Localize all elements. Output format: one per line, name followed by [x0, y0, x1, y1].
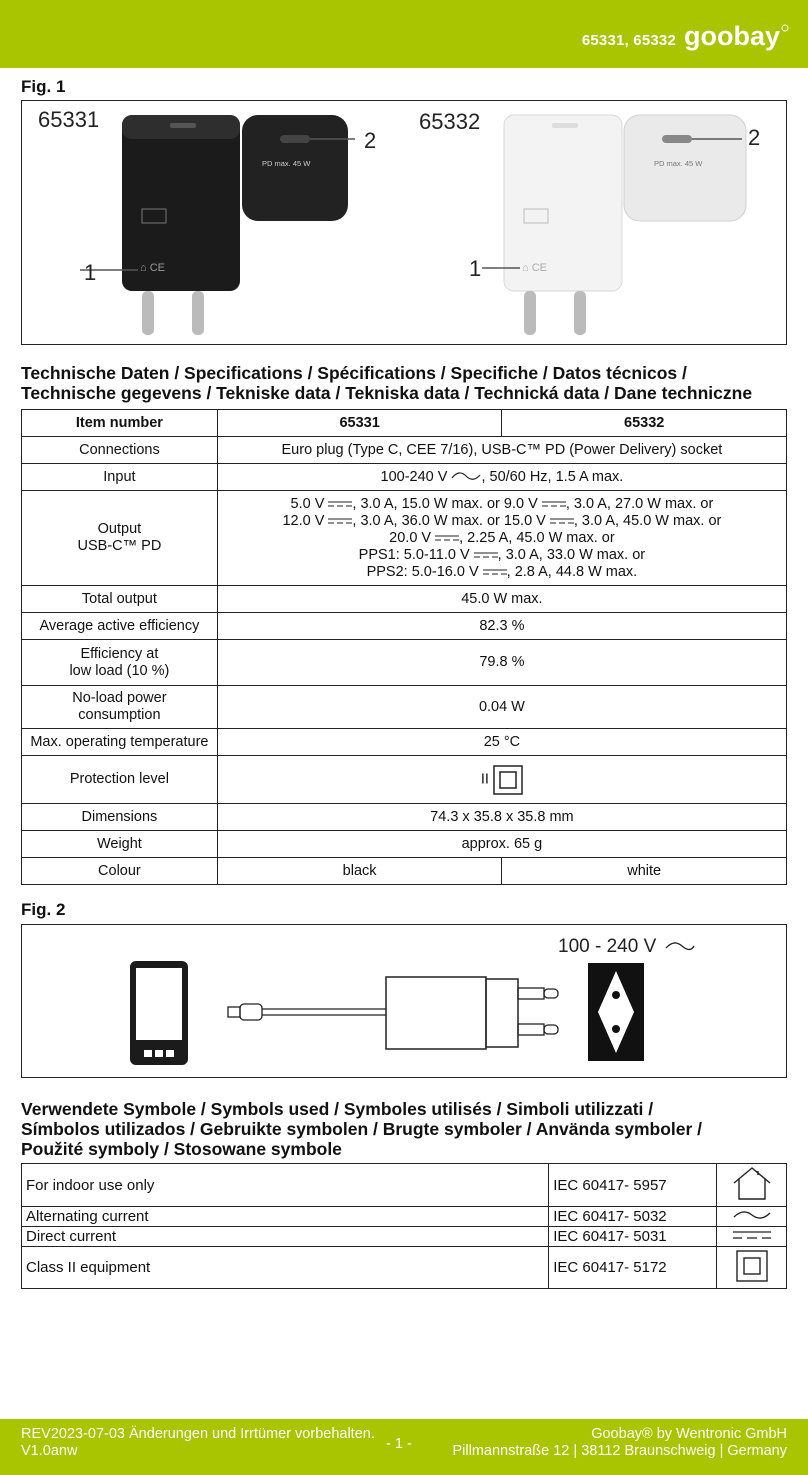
footer-revision: REV2023-07-03 Änderungen und Irrtümer vorbehalten. — [21, 1426, 375, 1442]
symbols-title-line3: Použité symboly / Stosowane symbole — [21, 1139, 342, 1159]
output-l1b: , 3.0 A, 15.0 W max. or 9.0 V — [352, 495, 538, 512]
table-row — [22, 586, 787, 613]
input-frequency: , 50/60 Hz, 1.5 A max. — [481, 468, 624, 485]
header-model-b: 65332 — [502, 410, 787, 437]
output-label-2: USB-C™ PD — [77, 538, 162, 554]
header-model-a: 65331 — [217, 410, 502, 437]
output-value — [217, 491, 786, 586]
table-row — [22, 613, 787, 640]
symbols-title — [21, 1099, 702, 1159]
dimensions-value: 74.3 x 35.8 x 35.8 mm — [217, 804, 786, 831]
ac-icon — [730, 1209, 774, 1221]
no-load-label-1: No-load power — [72, 690, 167, 706]
dc-icon — [435, 534, 459, 542]
table-row — [22, 1227, 787, 1247]
fig2-frame — [21, 924, 787, 1078]
ac-icon — [451, 471, 481, 481]
specs-title — [21, 363, 752, 403]
model-65332-label: 65332 — [419, 109, 481, 134]
output-l3a: 20.0 V — [389, 529, 432, 546]
max-temp-value: 25 °C — [217, 729, 786, 756]
table-row — [22, 464, 787, 491]
symbol-standard: IEC 60417- 5957 — [549, 1164, 717, 1207]
output-label — [22, 491, 218, 586]
weight-label: Weight — [22, 831, 218, 858]
table-row — [22, 640, 787, 686]
symbol-cell — [717, 1227, 787, 1247]
total-output-value: 45.0 W max. — [217, 586, 786, 613]
smartphone-icon — [130, 961, 188, 1065]
symbols-table — [21, 1163, 787, 1289]
input-label: Input — [22, 464, 218, 491]
output-l2b: , 3.0 A, 36.0 W max. or 15.0 V — [352, 512, 546, 529]
spec-table — [21, 409, 787, 885]
header-item: Item number — [22, 410, 218, 437]
port-label-black: PD max. 45 W — [262, 159, 311, 168]
table-row — [22, 410, 787, 437]
specs-title-line2: Technische gegevens / Tekniske data / Tekniska data / Technická data / Dane techniczne — [21, 383, 753, 403]
connections-label: Connections — [22, 437, 218, 464]
output-l2c: , 3.0 A, 45.0 W max. or — [573, 512, 722, 529]
max-temp-label: Max. operating temperature — [22, 729, 218, 756]
ac-icon — [666, 943, 694, 950]
output-l1a: 5.0 V — [290, 495, 325, 512]
white-charger-image — [462, 113, 752, 345]
callout-1-white: 1 — [469, 256, 482, 281]
class2-icon — [493, 765, 523, 795]
table-row — [22, 1247, 787, 1289]
charger-icon — [386, 977, 558, 1049]
colour-value-b: white — [502, 858, 787, 885]
fig2-label: Fig. 2 — [21, 900, 66, 919]
wall-socket-icon — [588, 963, 644, 1061]
protection-value — [217, 756, 786, 804]
low-load-label-1: Efficiency at — [80, 645, 159, 662]
input-voltage: 100-240 V — [380, 468, 448, 485]
footer-page-number: - 1 - — [386, 1436, 412, 1452]
low-load-label-2: low load (10 %) — [69, 662, 170, 679]
dc-icon — [328, 500, 352, 508]
fig1-frame — [21, 100, 787, 345]
symbols-title-line2: Símbolos utilizados / Gebruikte symbolen / Brugte symboler / Använda symboler / — [21, 1119, 703, 1139]
colour-value-a: black — [217, 858, 502, 885]
callout-2-white: 2 — [748, 125, 761, 150]
symbols-title-line1: Verwendete Symbole / Symbols used / Symboles utilisés / Simboli utilizzati / — [21, 1099, 654, 1119]
output-l1c: , 3.0 A, 27.0 W max. or — [565, 495, 714, 512]
low-load-label — [22, 640, 218, 686]
table-row — [22, 729, 787, 756]
footer-bar — [0, 1419, 808, 1475]
port-label-white: PD max. 45 W — [654, 159, 703, 168]
table-row — [22, 491, 787, 586]
output-l3b: , 2.25 A, 45.0 W max. or — [459, 529, 615, 546]
model-65331-label: 65331 — [38, 107, 100, 132]
brand-text: goobay — [684, 21, 781, 51]
table-row — [22, 831, 787, 858]
goobay-logo — [682, 18, 790, 54]
callout-1-black: 1 — [84, 260, 97, 285]
header-bar — [0, 0, 808, 68]
output-l5a: PPS2: 5.0-16.0 V — [366, 563, 479, 580]
dc-icon — [550, 517, 574, 525]
svg-text:⌂ CE: ⌂ CE — [140, 262, 165, 274]
table-row — [22, 1207, 787, 1227]
table-row — [22, 686, 787, 729]
symbol-standard: IEC 60417- 5172 — [549, 1247, 717, 1289]
specs-title-line1: Technische Daten / Specifications / Spécifications / Specifiche / Datos técnicos / — [21, 363, 687, 383]
symbol-name: For indoor use only — [22, 1164, 549, 1207]
output-l4b: , 3.0 A, 33.0 W max. or — [497, 546, 646, 563]
protection-class-text: II — [480, 771, 489, 787]
symbol-name: Alternating current — [22, 1207, 549, 1227]
table-row — [22, 437, 787, 464]
dc-icon — [328, 517, 352, 525]
dc-icon — [542, 500, 566, 508]
table-row — [22, 858, 787, 885]
footer-company: Goobay® by Wentronic GmbH — [591, 1426, 787, 1442]
symbol-standard: IEC 60417- 5032 — [549, 1207, 717, 1227]
footer-version: V1.0anw — [21, 1443, 78, 1459]
total-output-label: Total output — [22, 586, 218, 613]
fig2-diagram — [22, 925, 785, 1076]
protection-label: Protection level — [22, 756, 218, 804]
fig2-voltage: 100 - 240 V — [558, 936, 657, 957]
footer-address: Pillmannstraße 12 | 38112 Braunschweig | Germany — [452, 1443, 787, 1459]
header-models: 65331, 65332 — [581, 32, 676, 49]
table-row — [22, 804, 787, 831]
avg-efficiency-value: 82.3 % — [217, 613, 786, 640]
no-load-value: 0.04 W — [217, 686, 786, 729]
symbol-name: Direct current — [22, 1227, 549, 1247]
output-l4a: PPS1: 5.0-11.0 V — [358, 546, 470, 563]
fig1-label: Fig. 1 — [21, 77, 66, 96]
callout-2-black: 2 — [364, 128, 377, 153]
symbol-standard: IEC 60417- 5031 — [549, 1227, 717, 1247]
output-l5b: , 2.8 A, 44.8 W max. — [506, 563, 638, 580]
input-value — [217, 464, 786, 491]
low-load-value: 79.8 % — [217, 640, 786, 686]
table-row — [22, 756, 787, 804]
output-label-1: Output — [97, 521, 142, 537]
avg-efficiency-label: Average active efficiency — [22, 613, 218, 640]
symbol-cell — [717, 1207, 787, 1227]
footer-right — [453, 1426, 787, 1460]
no-load-label-2: consumption — [78, 707, 161, 723]
house-icon — [730, 1165, 774, 1201]
colour-label: Colour — [22, 858, 218, 885]
symbol-name: Class II equipment — [22, 1247, 549, 1289]
dc-icon — [483, 568, 507, 576]
connections-value: Euro plug (Type C, CEE 7/16), USB-C™ PD (Power Delivery) socket — [217, 437, 786, 464]
dc-icon — [474, 551, 498, 559]
footer-left — [21, 1426, 375, 1460]
black-charger-image — [80, 113, 360, 345]
output-l2a: 12.0 V — [282, 512, 325, 529]
class2-icon — [735, 1249, 769, 1283]
symbol-cell — [717, 1164, 787, 1207]
weight-value: approx. 65 g — [217, 831, 786, 858]
dimensions-label: Dimensions — [22, 804, 218, 831]
usb-cable-icon — [228, 1004, 386, 1020]
svg-text:⌂ CE: ⌂ CE — [522, 262, 547, 274]
no-load-label — [22, 686, 218, 729]
dc-icon — [730, 1229, 774, 1241]
symbol-cell — [717, 1247, 787, 1289]
table-row — [22, 1164, 787, 1207]
